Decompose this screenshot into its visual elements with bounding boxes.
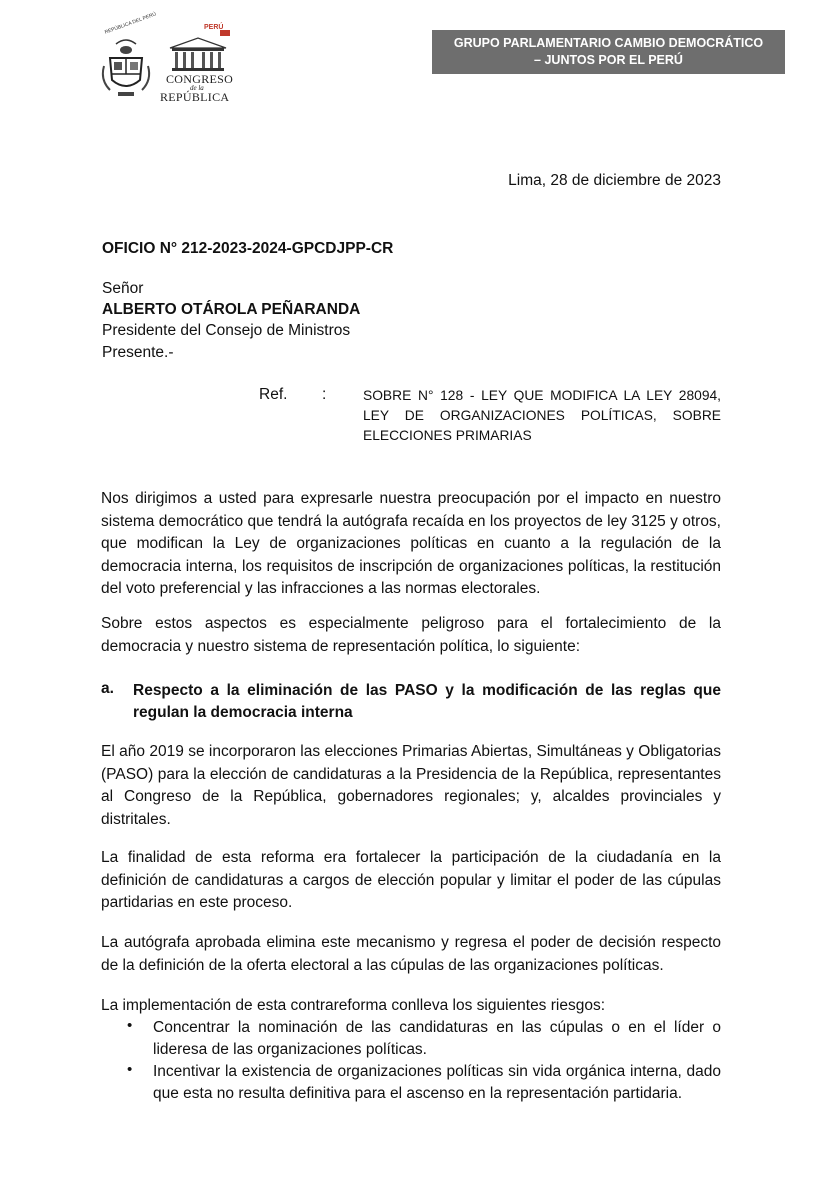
ref-colon: : [322, 386, 327, 403]
paragraph-autografa: La autógrafa aprobada elimina este mecanismo y regresa el poder de decisión respecto de la definición de la oferta electoral a las cúpulas de las organizaciones políticas. [101, 934, 721, 974]
presente: Presente.- [102, 344, 174, 361]
section-title: Respecto a la eliminación de las PASO y la modificación de las reglas que regulan la democracia interna [133, 682, 721, 721]
salutation: Señor [102, 280, 144, 297]
recipient-title: Presidente del Consejo de Ministros [102, 322, 351, 339]
logo-republica: REPÚBLICA [160, 90, 230, 104]
bullet-dot: • [127, 1061, 133, 1078]
recipient-name: ALBERTO OTÁROLA PEÑARANDA [102, 301, 361, 318]
banner-line-1: GRUPO PARLAMENTARIO CAMBIO DEMOCRÁTICO [453, 36, 764, 50]
ref-text: SOBRE N° 128 - LEY QUE MODIFICA LA LEY 28094, LEY DE ORGANIZACIONES POLÍTICAS, SOBRE ELECCIONES PRIMARIAS [363, 388, 721, 443]
logo-congreso: CONGRESO [166, 72, 234, 86]
paragraph-finalidad: La finalidad de esta reforma era fortalecer la participación de la ciudadanía en la definición de candidaturas a cargos de elección popular y limitar el poder de las cúpulas partidarias en este proceso. [101, 849, 721, 911]
ref-label: Ref. [259, 386, 288, 403]
logo-peru: PERÚ [204, 24, 224, 31]
list-item: Concentrar la nominación de las candidaturas en las cúpulas o en el líder o lideresa de las organizaciones políticas. [153, 1019, 721, 1058]
logo-state-text: REPÚBLICA DEL PERÚ [104, 11, 158, 36]
congreso-logo [100, 11, 234, 106]
paragraph-aspects: Sobre estos aspectos es especialmente peligroso para el fortalecimiento de la democracia y nuestro sistema de representación política, lo siguiente: [101, 615, 721, 655]
oficio-number: OFICIO N° 212-2023-2024-GPCDJPP-CR [102, 240, 394, 257]
paragraph-intro: Nos dirigimos a usted para expresarle nuestra preocupación por el impacto en nuestro sistema democrático que tendrá la autógrafa recaída en los proyectos de ley 3125 y otros, que modifican la Ley de organizaciones políticas en cuanto a la regulación de la democracia interna, los requisitos de inscripción de organizaciones políticas, la restitución del voto preferencial y las infracciones a las normas electorales. [101, 490, 721, 597]
section-letter: a. [101, 680, 114, 697]
bullet-dot: • [127, 1017, 133, 1034]
list-item: Incentivar la existencia de organizaciones políticas sin vida orgánica interna, dado que esta no resulta definitiva para el ascenso en la representación partidaria. [153, 1063, 721, 1102]
paragraph-paso: El año 2019 se incorporaron las elecciones Primarias Abiertas, Simultáneas y Obligatorias (PASO) para la elección de candidaturas a la Presidencia de la República, representantes al Congreso de la República, gobernadores regionales; y, alcaldes provinciales y distritales. [101, 743, 721, 828]
logo-de-la: de la [190, 84, 204, 92]
letter-date: Lima, 28 de diciembre de 2023 [508, 172, 721, 189]
group-banner [432, 30, 785, 74]
banner-line-2: – JUNTOS POR EL PERÚ [534, 53, 683, 67]
paragraph-riesgos: La implementación de esta contrareforma conlleva los siguientes riesgos: [101, 997, 606, 1014]
